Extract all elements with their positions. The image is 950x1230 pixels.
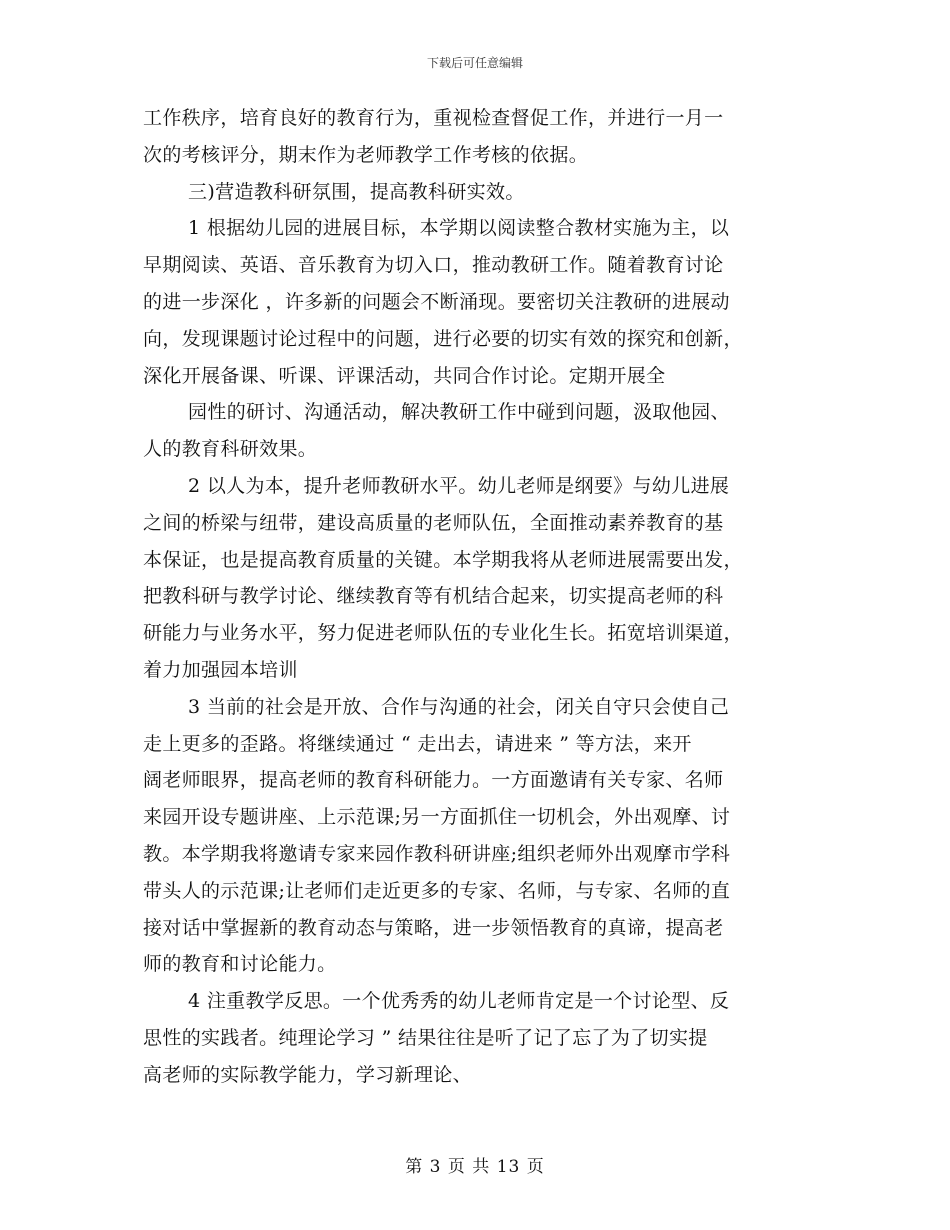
text-line: 研能力与业务水平，努力促进老师队伍的专业化生长。拓宽培训渠道， <box>143 622 743 645</box>
page-header: 下载后可任意编辑 <box>426 56 523 70</box>
text-line: 教。本学期我将邀请专家来园作教科研讲座;组织老师外出观摩市学科 <box>143 842 731 865</box>
text-line: 着力加强园本培训 <box>143 658 298 681</box>
text-line: 的进一步深化 ，许多新的问题会不断涌现。要密切关注教研的进展动 <box>143 290 730 313</box>
text-line: 工作秩序，培育良好的教育行为，重视检查督促工作，并进行一月一 <box>143 107 724 129</box>
text-line: 把教科研与教学讨论、继续教育等有机结合起来，切实提高老师的科 <box>143 585 724 608</box>
document-body <box>143 100 815 1094</box>
text-line: 园性的研讨、沟通活动，解决教研工作中碰到问题，汲取他园、 <box>188 401 730 424</box>
text-line: 高老师的实际教学能力，学习新理论、 <box>143 1063 472 1086</box>
text-line: 3 当前的社会是开放、合作与沟通的社会，闭关自守只会使自己 <box>188 695 730 718</box>
text-line: 1 根据幼儿园的进展目标，本学期以阅读整合教材实施为主，以 <box>188 217 730 240</box>
text-line: 向，发现课题讨论过程中的问题，进行必要的切实有效的探究和创新， <box>143 327 743 350</box>
text-line: 4 注重教学反思。一个优秀秀的幼儿老师肯定是一个讨论型、反 <box>188 990 730 1013</box>
text-line: 接对话中掌握新的教育动态与策略，进一步领悟教育的真谛，提高老 <box>143 916 724 939</box>
text-line: 早期阅读、英语、音乐教育为切入口，推动教研工作。随着教育讨论 <box>143 254 724 277</box>
text-line: 2 以人为本，提升老师教研水平。幼儿老师是纲要》与幼儿进展 <box>188 474 730 497</box>
text-line: 带头人的示范课;让老师们走近更多的专家、名师，与专家、名师的直 <box>143 879 731 902</box>
page-footer: 第 3 页 共 13 页 <box>405 1157 545 1177</box>
text-line: 深化开展备课、听课、评课活动，共同合作讨论。定期开展全 <box>143 364 666 387</box>
text-line: 之间的桥梁与纽带，建设高质量的老师队伍，全面推动素养教育的基 <box>143 511 724 534</box>
text-line: 次的考核评分，期末作为老师教学工作考核的依据。 <box>143 143 589 166</box>
section-heading: 三)营造教科研氛围，提高教科研实效。 <box>188 180 525 203</box>
text-line: 人的教育科研效果。 <box>143 438 318 461</box>
text-line: 思性的实践者。纯理论学习 ” 结果往往是听了记了忘了为了切实提 <box>143 1026 708 1049</box>
text-line: 走上更多的歪路。将继续通过 “ 走出去，请进来 ” 等方法，来开 <box>143 732 692 755</box>
text-line: 师的教育和讨论能力。 <box>143 953 337 976</box>
text-line: 来园开设专题讲座、上示范课;另一方面抓住一切机会，外出观摩、讨 <box>143 806 731 829</box>
text-line: 阔老师眼界，提高老师的教育科研能力。一方面邀请有关专家、名师 <box>143 769 724 792</box>
text-line: 本保证，也是提高教育质量的关键。本学期我将从老师进展需要出发， <box>143 548 743 571</box>
